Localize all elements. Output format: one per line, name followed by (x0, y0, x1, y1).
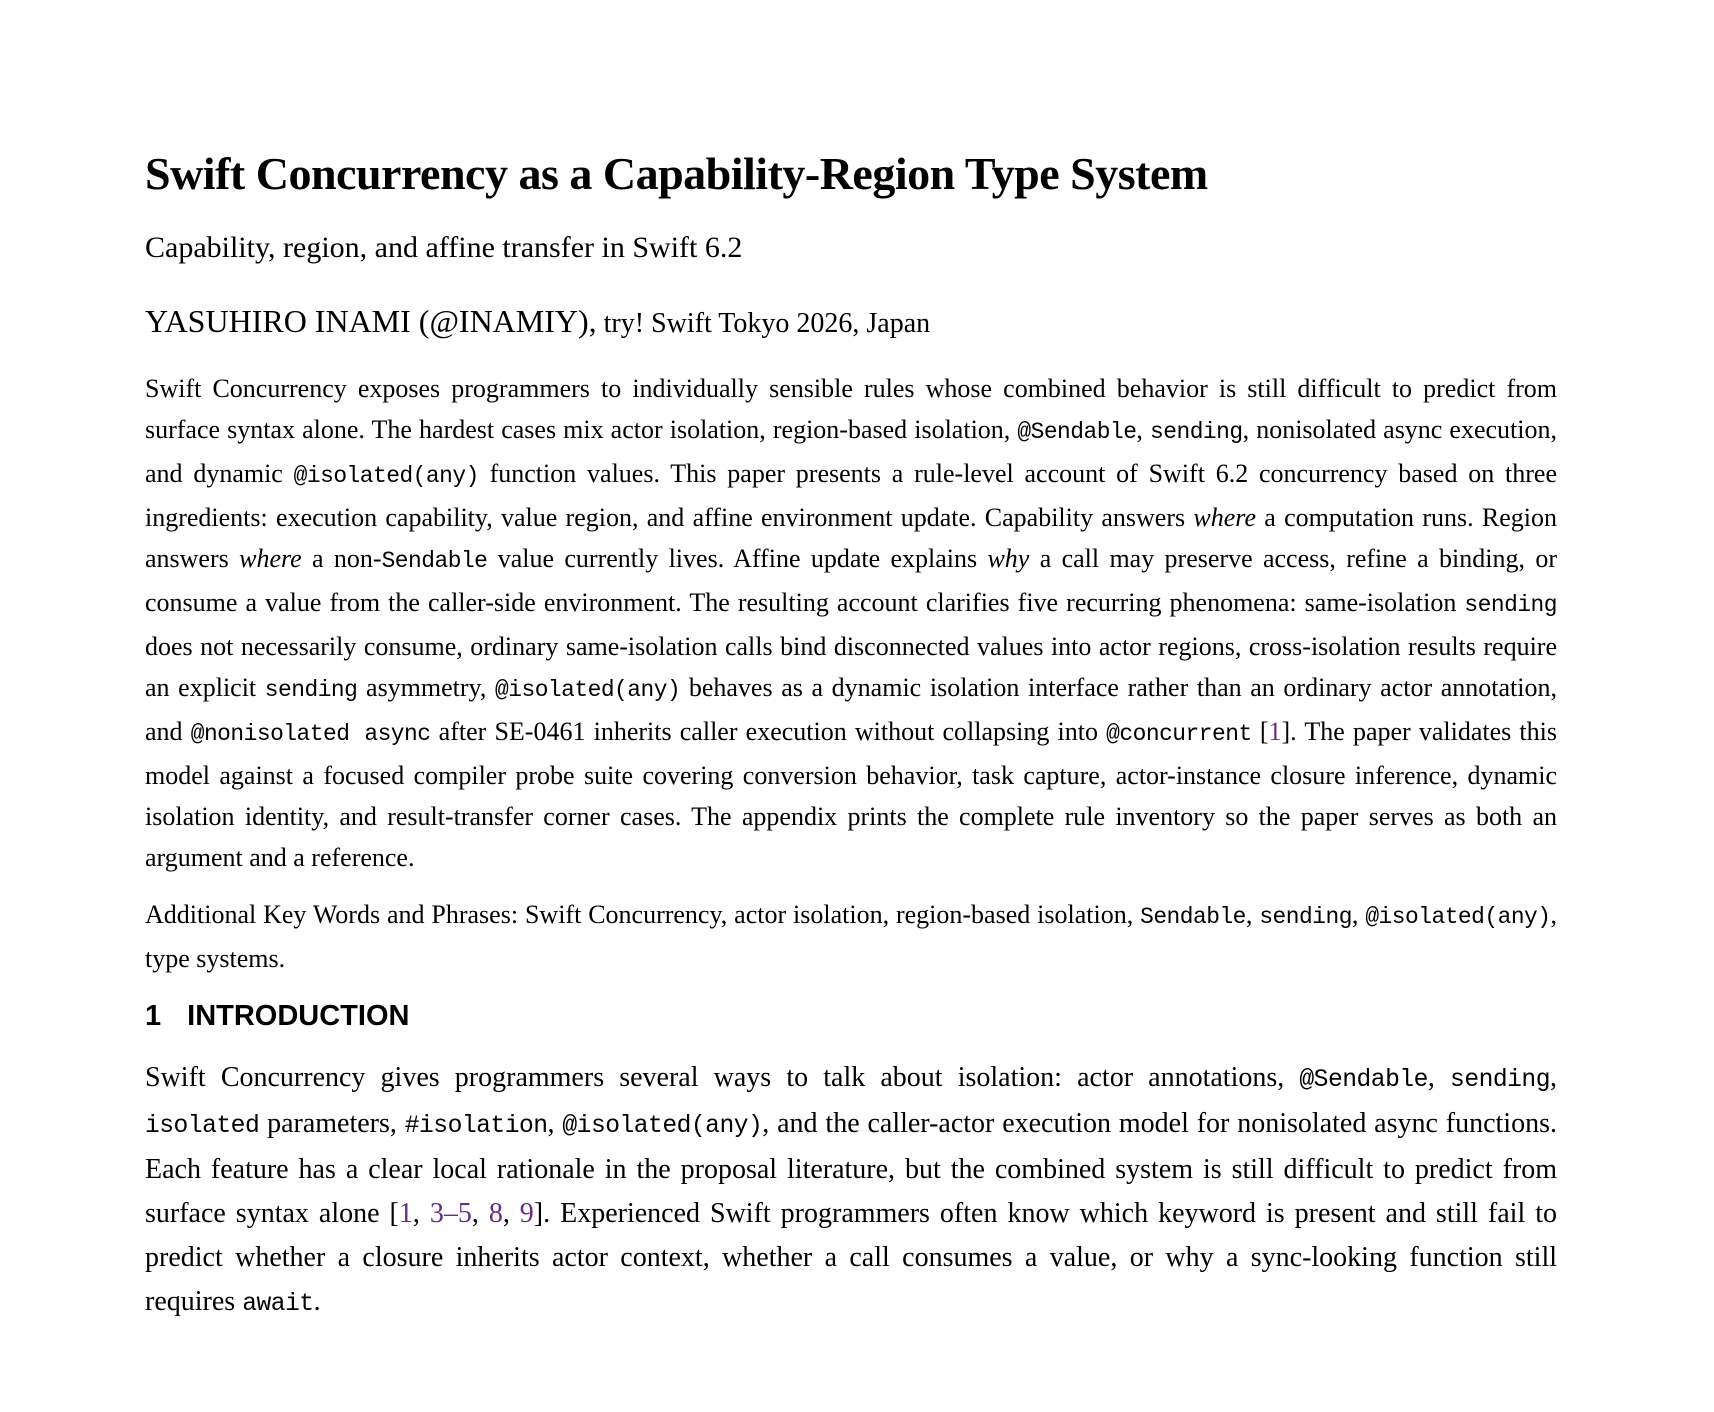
citation-link[interactable]: 9 (519, 1197, 534, 1229)
text-segment: a call may preserve access, refine a binding, or consume a value from the caller-side environment. The resulting account clarifies five recurring phenomena: same-isolation (145, 544, 1557, 618)
keywords-paragraph (145, 894, 1557, 979)
text-segment: , (1136, 415, 1151, 445)
paper-title: Swift Concurrency as a Capability-Region Type System (145, 148, 1208, 199)
text-segment: Sendable (381, 548, 488, 575)
text-segment: behaves as a dynamic isolation interface rather than an ordinary actor annotation, and (145, 673, 1558, 747)
text-segment: value currently lives. Affine update explains (487, 544, 988, 574)
text-segment: , (1427, 1061, 1451, 1093)
text-segment: a non- (301, 544, 382, 574)
text-segment: why (987, 544, 1030, 574)
text-segment: Swift Concurrency exposes programmers to individually sensible rules whose combined behavior is still difficult to predict from surface syntax alone. The hardest cases mix actor isolation, region-based isolation, (145, 374, 1557, 445)
text-segment: does not necessarily consume, ordinary same-isolation calls bind disconnected values into actor regions, cross-isolation results require an explicit (145, 632, 1557, 703)
text-segment: . (313, 1285, 321, 1317)
text-segment: @isolated(any) (562, 1111, 763, 1140)
section-title: INTRODUCTION (187, 1000, 410, 1033)
text-segment: @Sendable (1299, 1065, 1428, 1094)
citation-link[interactable]: 1 (398, 1197, 413, 1229)
introduction-paragraph (145, 1056, 1557, 1326)
text-segment: Additional Key Words and Phrases: Swift Concurrency, actor isolation, region-based isolation, (145, 900, 1141, 930)
text-segment: sending (1450, 1065, 1550, 1094)
text-segment: @nonisolated async (190, 721, 431, 748)
text-segment: @isolated(any) (293, 463, 479, 490)
text-segment: sending (1150, 419, 1243, 446)
section-heading-introduction (145, 999, 1557, 1034)
text-segment: , (1245, 900, 1260, 930)
abstract-paragraph (145, 368, 1557, 878)
text-segment: #isolation (404, 1111, 548, 1140)
text-segment: asymmetry, (357, 673, 496, 703)
text-segment: sending (1259, 904, 1352, 931)
text-segment: , (1550, 1061, 1557, 1093)
author-name: YASUHIRO INAMI (@INAMIY), (145, 302, 597, 339)
citation-link[interactable]: 3–5 (429, 1197, 472, 1229)
text-segment: , (547, 1107, 563, 1139)
text-segment: a computation runs. Region answers (145, 503, 1557, 574)
section-number: 1 (145, 1000, 162, 1033)
text-segment: ]. The paper validates this model against a focused compiler probe suite covering conversion behavior, task capture, actor-instance closure inference, dynamic isolation identity, and result-transfer corner cases. The appendix prints the complete rule inventory so the paper serves as both an argument and a reference. (145, 717, 1557, 873)
text-segment: await (242, 1289, 314, 1318)
text-segment: sending (264, 677, 358, 704)
citation-link[interactable]: 8 (488, 1197, 503, 1229)
text-segment: Swift Concurrency gives programmers several ways to talk about isolation: actor annotations, (145, 1061, 1300, 1093)
text-segment: after SE-0461 inherits caller execution without collapsing into (430, 717, 1107, 747)
text-segment: , (1351, 900, 1366, 930)
text-segment: where (239, 544, 302, 574)
text-segment: Sendable (1140, 904, 1246, 931)
paper-subtitle: Capability, region, and affine transfer in Swift 6.2 (145, 230, 743, 264)
author-line (145, 302, 1557, 341)
text-segment: [ (1251, 717, 1269, 747)
text-segment: @concurrent (1106, 721, 1252, 748)
author-affiliation: try! Swift Tokyo 2026, Japan (596, 307, 931, 339)
text-segment: @Sendable (1017, 419, 1137, 446)
text-segment: sending (1464, 592, 1557, 619)
text-segment: , nonisolated async execution, and dynamic (145, 415, 1558, 489)
citation-link[interactable]: 1 (1268, 717, 1282, 747)
text-segment: function values. This paper presents a rule-level account of Swift 6.2 concurrency based on three ingredients: execution capability, value region, and affine environment update. Capability answers (145, 459, 1557, 533)
text-segment: , (412, 1197, 430, 1229)
text-segment: @isolated(any) (495, 677, 681, 704)
text-segment: , type systems. (145, 900, 1558, 974)
text-segment: , and the caller-actor execution model for nonisolated async functions. Each feature has a clear local rationale in the proposal literature, but the combined system is still difficult to predict from surface syntax alone [ (145, 1107, 1557, 1229)
text-segment: parameters, (259, 1107, 405, 1139)
text-segment: where (1193, 503, 1256, 533)
text-segment: isolated (145, 1111, 260, 1140)
text-segment: , (502, 1197, 520, 1229)
text-segment: ]. Experienced Swift programmers often know which keyword is present and still fail to predict whether a closure inherits actor context, whether a call consumes a value, or why a sync-looking function still requires (145, 1197, 1557, 1317)
text-segment: @isolated(any) (1365, 904, 1551, 931)
text-segment: , (471, 1197, 489, 1229)
